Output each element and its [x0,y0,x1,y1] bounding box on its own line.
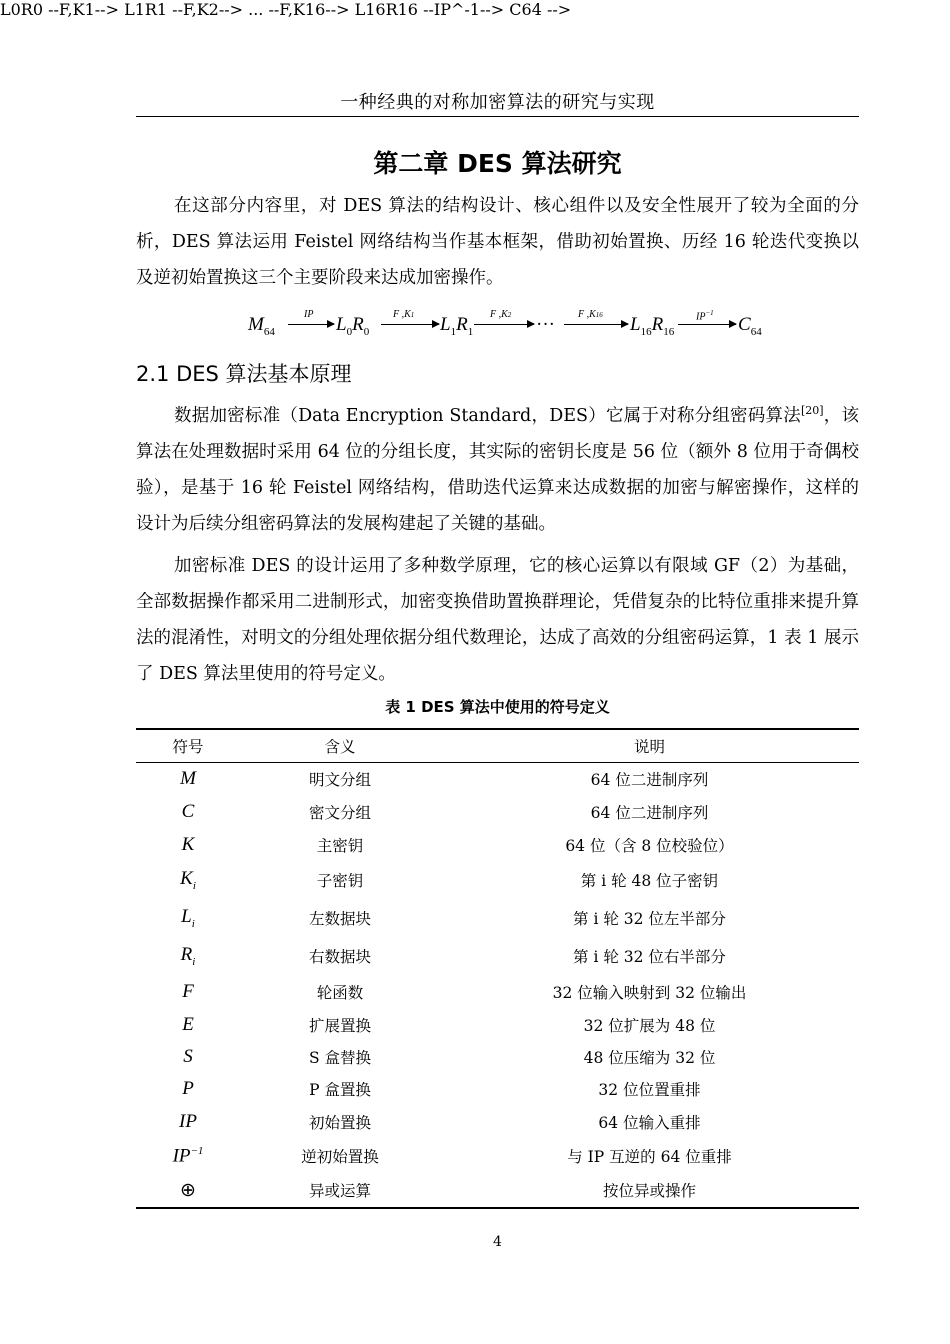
section-title: 2.1 DES 算法基本原理 [136,362,352,386]
table-row [136,763,859,795]
cell-meaning: 初始置换 [308,1114,371,1132]
cell-description: 32 位位置重排 [598,1081,701,1099]
cell-symbol: IP [179,1111,197,1132]
cell-meaning: 明文分组 [308,771,371,789]
table-row [136,829,859,861]
cell-description: 32 位输入映射到 32 位输出 [552,984,747,1002]
page-number: 4 [493,1234,502,1250]
cell-symbol: ⊕ [180,1179,196,1201]
formula-arrow-fk1 [381,324,439,325]
cell-description: 第 i 轮 48 位子密钥 [580,872,719,890]
des-process-formula [248,310,768,342]
formula-ellipsis: ··· [536,314,555,335]
header-meaning: 含义 [324,738,356,756]
cell-description: 64 位输入重排 [598,1114,701,1132]
cell-description: 48 位压缩为 32 位 [583,1049,716,1067]
cell-symbol: $L_i$ [181,906,195,930]
header-rule [136,116,859,117]
cell-meaning: 扩展置换 [308,1017,371,1035]
cell-symbol: $R_i$ [180,944,196,968]
body-paragraph-2: 加密标准 DES 的设计运用了多种数学原理，它的核心运算以有限域 GF（2）为基础，全部数据操作都采用二进制形式，加密变换借助置换群理论，凭借复杂的比特位重排来提升算法的混淆性，对明文的分组处理依据分组代数理论，达成了高效的分组密码运算，1 表 1 展示了 DES 算法里使用的符号定义。 [136,556,859,684]
cell-meaning: 左数据块 [308,910,371,928]
formula-arrow-label-fk2: F ,K2 [490,309,512,320]
cell-symbol: S [183,1046,193,1067]
formula-arrow-fk2 [474,324,534,325]
formula-term-c: $C_{64}$ [738,314,762,338]
formula-arrow-ip-inverse [678,324,736,325]
cell-description: 64 位二进制序列 [590,804,709,822]
cell-symbol: E [182,1014,194,1035]
formula-arrow-label-fk1: F ,K1 [393,309,415,320]
cell-description: 64 位（含 8 位校验位） [565,837,734,855]
cell-description: 第 i 轮 32 位右半部分 [573,948,726,966]
chapter-title: 第二章 DES 算法研究 [373,149,622,178]
formula-arrow-label-ip-inverse: $IP^{-1}$ [696,309,714,323]
formula-term-l1r1: $L_1R_1$ [440,314,474,338]
formula-arrow-label-fk16: F ,K16 [578,309,603,320]
table-row [136,861,859,899]
cell-meaning: P 盒置换 [309,1081,371,1099]
cell-meaning: S 盒替换 [308,1049,372,1067]
cell-description: 32 位扩展为 48 位 [583,1017,716,1035]
citation-ref: [20] [800,404,824,418]
formula-term-l16r16: $L_{16}R_{16}$ [630,314,675,338]
cell-description: 按位异或操作 [602,1182,696,1200]
table-row [136,795,859,829]
table-row [136,1041,859,1073]
document-page: 一种经典的对称加密算法的研究与实现 第二章 DES 算法研究 在这部分内容里，对 DES 算法的结构设计、核心组件以及安全性展开了较为全面的分析，DES 算法运用 Feistel 网络结构当作基本框架，借助初始置换、历经 16 轮迭代变换以及逆初始置换这三个主要阶段来达成加密操作。 L0R0 --F,K1--> L1R1 --F,K2--> ... --F,K16--> L16R16 --IP^-1--> C64 --> $M_{64}$ IP $L_0R_0$ F ,K1 $L_1R_1$ F ,K2 ··· F ,K16 $L_{16}R_{16}$ $IP^{-1}$ $C_{64}$ 2.1 DES 算法基本原理 数据加密标准（Data Encryption Standard，DES）它属于对称分组密码算法[20]，该算法在处理数据时采用 64 位的分组长度，其实际的密钥长度是 56 位（额外 8 位用于奇偶校验），是基于 16 轮 Feistel 网络结构，借助迭代运算来达成数据的加密与解密操作，这样的设计为后续分组密码算法的发展构建起了关键的基础。 加密标准 DES 的设计运用了多种数学原理，它的核心运算以有限域 GF（2）为基础，全部数据操作都采用二进制形式，加密变换借助置换群理论，凭借复杂的比特位重排来提升算法的混淆性，对明文的分组处理依据分组代数理论，达成了高效的分组密码运算，1 表 1 展示了 DES 算法里使用的符号定义。 表 1 DES 算法中使用的符号定义 符号 含义 说明 M 明文分组 64 位二进制序列 C 密文分组 64 位二进制序列 K 主密钥 64 位（含 8 位校验位） $K_i$ 子密钥 第 i 轮 48 位子密钥 $L_i$ 左数据块 第 i 轮 32 位左半部分 $R_i$ 右数据块 第 i 轮 32 位右半部分 F 轮函数 32 位输入映射到 32 位输出 E 扩展置换 32 位扩展为 48 位 S S 盒替换 48 位压缩为 32 位 P P 盒置换 32 位位置重排 IP 初始置换 64 位输入重排 $IP^{-1}$ 逆初始置换 与 IP 互逆的 64 位重排 ⊕ 异或运算 按位异或操作 4 [0,0,859,1250]
running-header: 一种经典的对称加密算法的研究与实现 [340,92,655,113]
table-row [136,899,859,937]
cell-description: 64 位二进制序列 [590,771,709,789]
formula-term-l0r0: $L_0R_0$ [336,314,370,338]
table-row [136,1173,859,1207]
cell-symbol: K [181,834,195,855]
table-row [136,1009,859,1041]
cell-symbol: M [180,768,196,789]
formula-arrow-fk16 [564,324,628,325]
table-row [136,1139,859,1173]
table-caption: 表 1 DES 算法中使用的符号定义 [385,698,610,716]
cell-meaning: 异或运算 [308,1182,371,1200]
cell-description: 第 i 轮 32 位左半部分 [573,910,726,928]
cell-symbol: C [181,801,195,822]
table-row [136,937,859,975]
table-header-row [136,730,859,762]
table-row [136,1105,859,1139]
cell-meaning: 轮函数 [316,984,364,1002]
symbol-definition-table [136,728,859,1209]
intro-paragraph: 在这部分内容里，对 DES 算法的结构设计、核心组件以及安全性展开了较为全面的分析，DES 算法运用 Feistel 网络结构当作基本框架，借助初始置换、历经 16 轮迭代变换以及逆初始置换这三个主要阶段来达成加密操作。 [136,196,859,288]
header-description: 说明 [633,738,665,756]
cell-meaning: 密文分组 [308,804,371,822]
cell-symbol: $IP^{-1}$ [172,1144,204,1167]
body-paragraph-1: 数据加密标准（Data Encryption Standard，DES）它属于对称分组密码算法[20]，该算法在处理数据时采用 64 位的分组长度，其实际的密钥长度是 56 位（额外 8 位用于奇偶校验），是基于 16 轮 Feistel 网络结构，借助迭代运算来达成数据的加密与解密操作，这样的设计为后续分组密码算法的发展构建起了关键的基础。 [136,404,859,534]
cell-meaning: 右数据块 [308,948,371,966]
cell-meaning: 主密钥 [316,837,364,855]
table-row [136,975,859,1009]
cell-meaning: 逆初始置换 [301,1148,379,1166]
cell-symbol: F [182,981,194,1002]
table-body [136,763,859,1207]
formula-term-m: $M_{64}$ [248,314,275,338]
table-row [136,1073,859,1105]
cell-description: 与 IP 互逆的 64 位重排 [567,1148,732,1166]
formula-arrow-ip [288,324,334,325]
table-bottom-rule [136,1207,859,1209]
cell-meaning: 子密钥 [316,872,364,890]
cell-symbol: $K_i$ [180,868,196,892]
cell-symbol: P [182,1078,194,1099]
formula-arrow-label-ip: IP [304,309,314,320]
header-symbol: 符号 [172,738,204,756]
